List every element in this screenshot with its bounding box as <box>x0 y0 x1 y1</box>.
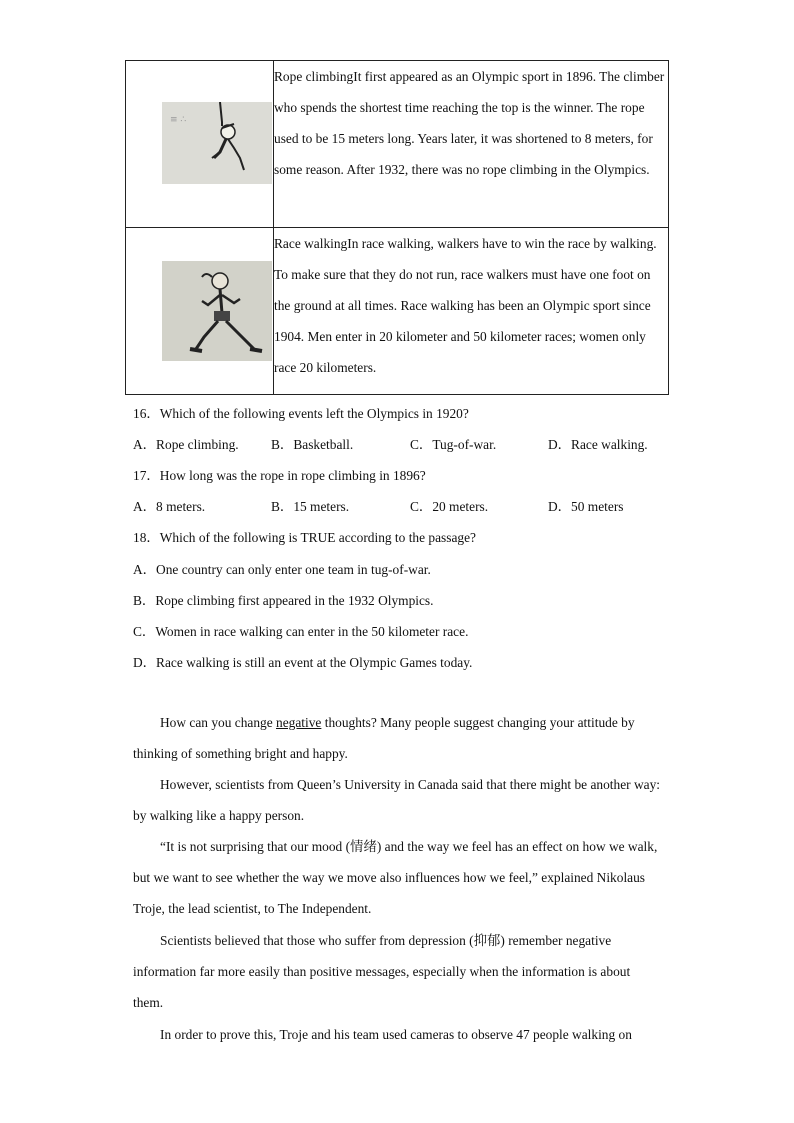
option-18-a: A．One country can only enter one team in tug-of-war. <box>133 562 431 577</box>
rope-climbing-image <box>162 102 272 184</box>
race-walking-description <box>274 228 669 395</box>
image-cell <box>126 228 274 395</box>
option-17-c: C．20 meters. <box>410 499 489 514</box>
race-walking-image <box>162 261 272 361</box>
svg-text:≡ ∴: ≡ ∴ <box>170 115 187 125</box>
table-row <box>126 61 669 228</box>
event-text: It first appeared as an Olympic sport in 1896. The climber who spends the shortest time reaching the top is the winner. The rope used to be 15 meters long. Years later, it was shortened to 8 meters, for some reason. After 1932, there was no rope climbing in the Olympics. <box>274 69 665 177</box>
question-16: 16．Which of the following events left the Olympics in 1920? <box>133 406 469 421</box>
option-16-b: B．Basketball. <box>271 437 354 452</box>
olympic-events-table <box>125 60 669 395</box>
option-18-b: B．Rope climbing first appeared in the 1932 Olympics. <box>133 593 434 608</box>
passage-paragraph-4: Scientists believed that those who suffer from depression (抑郁) remember negative information far more easily than positive messages, especially when the information is about them. <box>133 933 631 1010</box>
option-16-d: D．Race walking. <box>548 437 648 452</box>
passage-paragraph-2: However, scientists from Queen’s University in Canada said that there might be another way: by walking like a happy person. <box>133 777 660 823</box>
option-18-d: D．Race walking is still an event at the Olympic Games today. <box>133 655 473 670</box>
question-17: 17．How long was the rope in rope climbing in 1896? <box>133 468 426 483</box>
option-16-c: C．Tug-of-war. <box>410 437 497 452</box>
underlined-word: negative <box>276 715 322 730</box>
passage-paragraph-5: In order to prove this, Troje and his team used cameras to observe 47 people walking on <box>160 1027 632 1042</box>
event-text: In race walking, walkers have to win the race by walking. To make sure that they do not run, race walkers must have one foot on the ground at all times. Race walking has been an Olympic sport since 1904. Men enter in 20 kilometer and 50 kilometer races; women only race 20 kilometers. <box>274 236 657 375</box>
option-16-a: A．Rope climbing. <box>133 437 239 452</box>
rope-climbing-description <box>274 61 669 228</box>
option-17-b: B．15 meters. <box>271 499 350 514</box>
event-title: Rope climbing <box>274 69 354 84</box>
option-17-d: D．50 meters <box>548 499 624 514</box>
option-17-a: A．8 meters. <box>133 499 206 514</box>
option-18-c: C．Women in race walking can enter in the 50 kilometer race. <box>133 624 469 639</box>
event-title: Race walking <box>274 236 348 251</box>
passage-paragraph-3: “It is not surprising that our mood (情绪) and the way we feel has an effect on how we walk, but we want to see whether the way we move also influences how we feel,” explained Nikolaus Troje, the lead scientist, to The Independent. <box>133 839 658 916</box>
question-18: 18．Which of the following is TRUE according to the passage? <box>133 530 476 545</box>
image-cell <box>126 61 274 228</box>
passage-paragraph-1: How can you change negative thoughts? Many people suggest changing your attitude by thinking of something bright and happy. <box>133 715 635 761</box>
table-row <box>126 228 669 395</box>
